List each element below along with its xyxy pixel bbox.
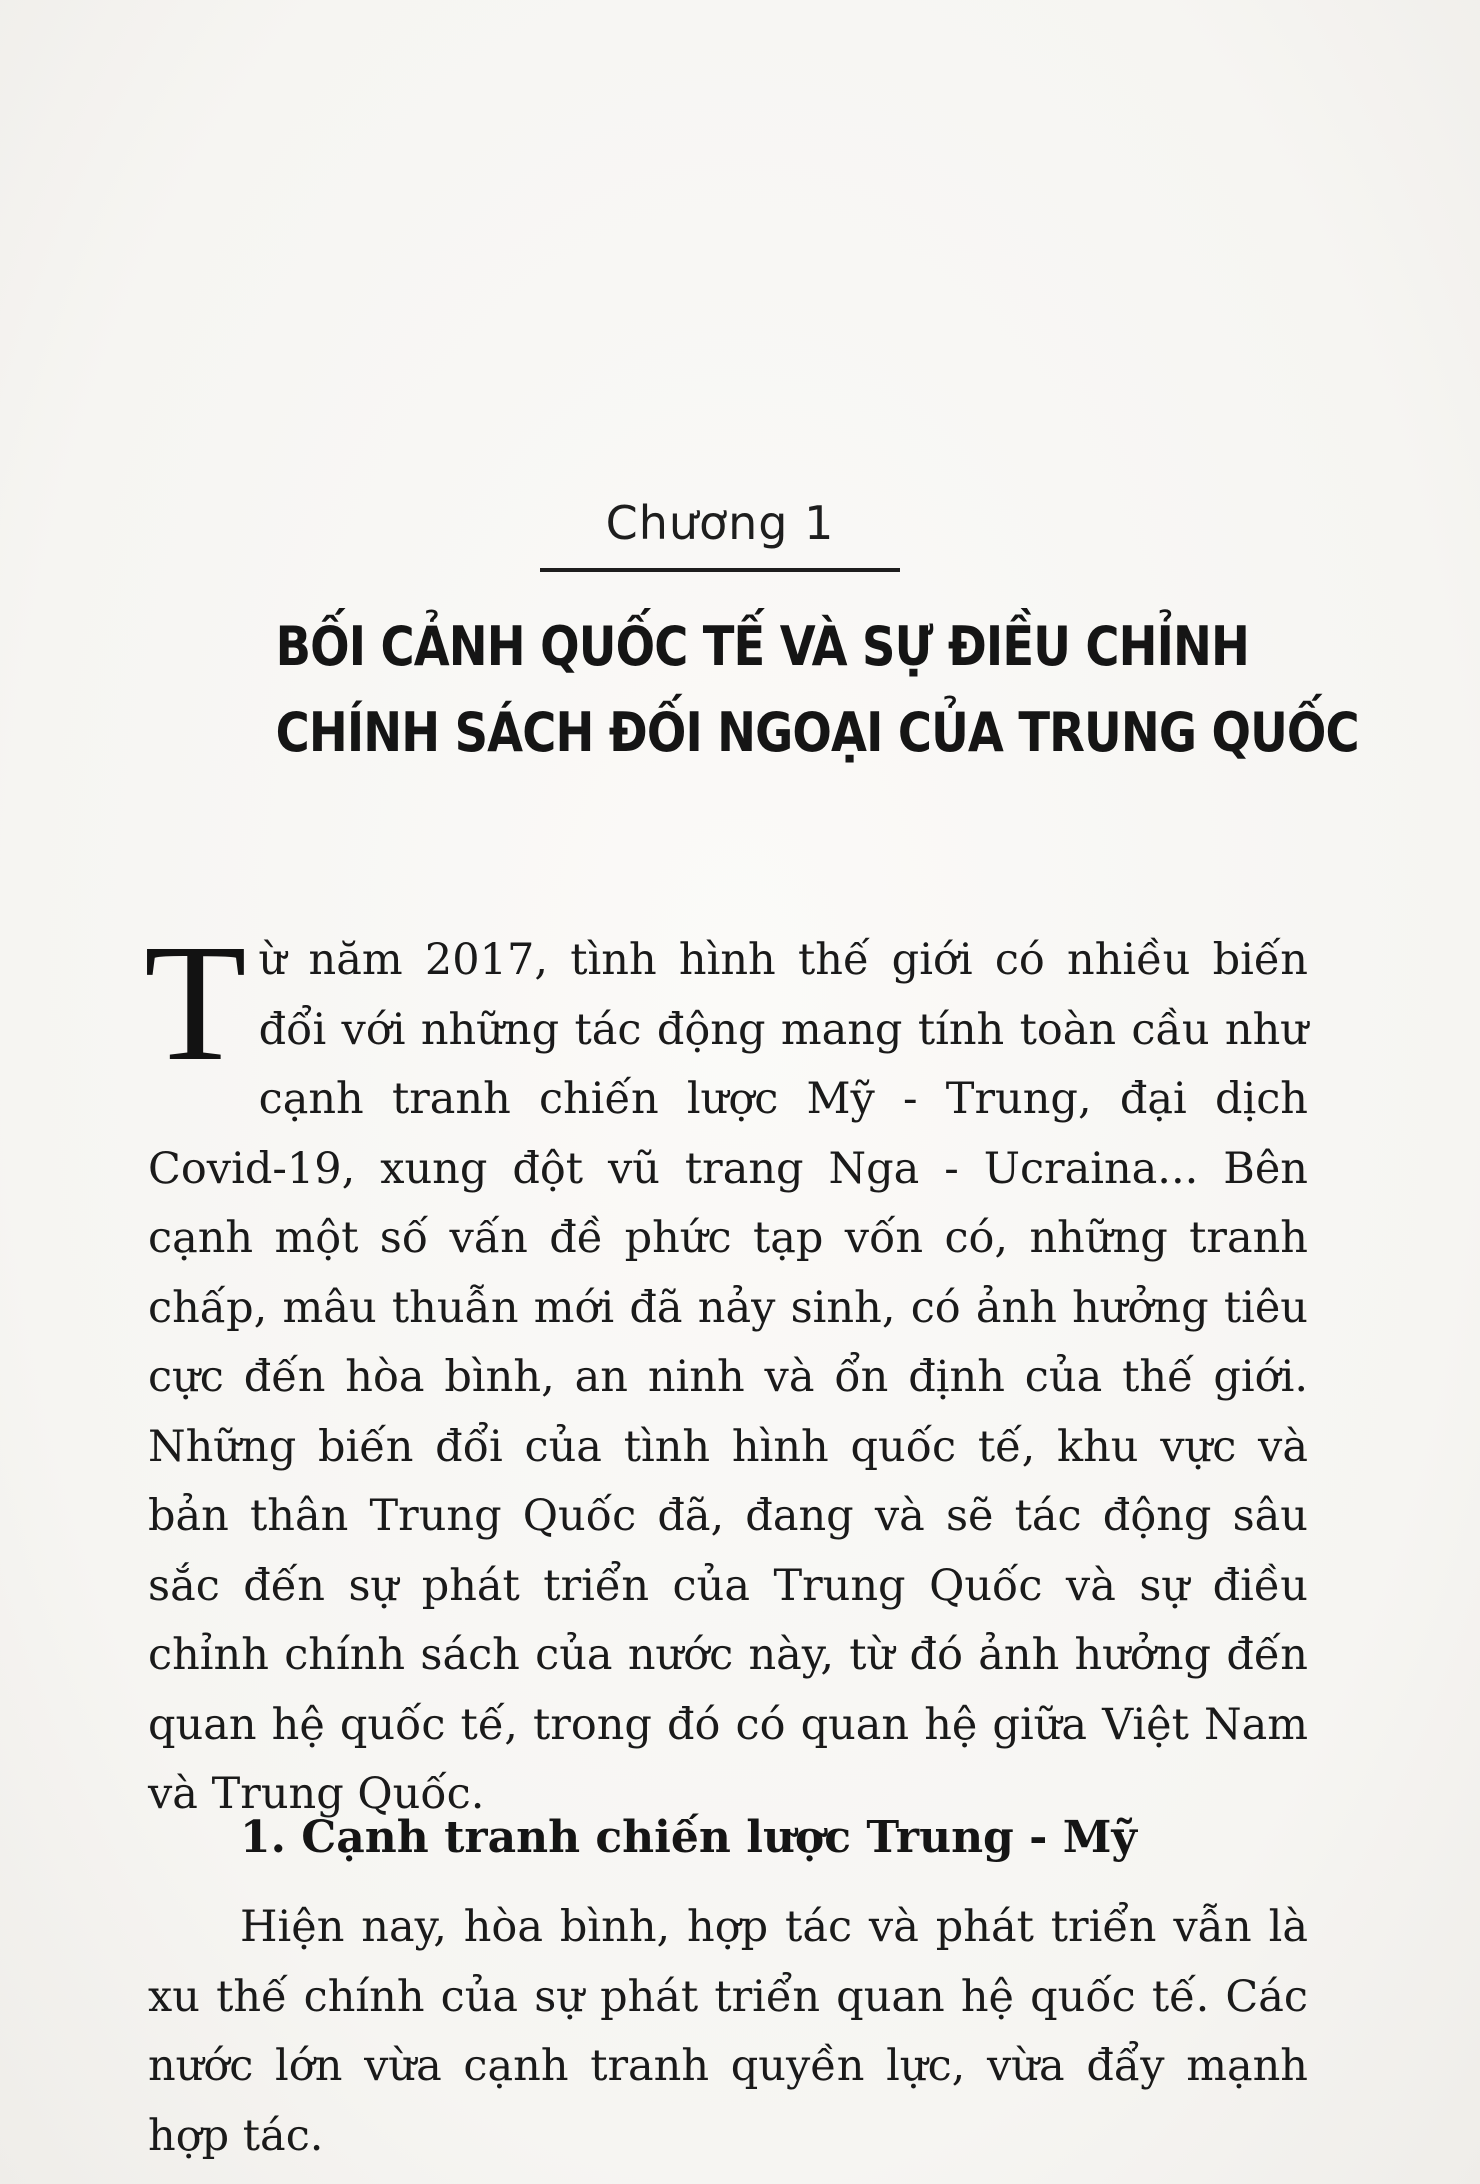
chapter-title-line-1: BỐI CẢNH QUỐC TẾ VÀ SỰ ĐIỀU CHỈNH (275, 615, 1250, 678)
drop-cap: T (144, 910, 247, 1096)
section-heading: 1. Cạnh tranh chiến lược Trung - Mỹ (240, 1812, 1137, 1863)
chapter-divider (540, 568, 900, 572)
intro-paragraph (144, 910, 1308, 1830)
section-paragraph: Hiện nay, hòa bình, hợp tác và phát triển vẫn là xu thế chính của sự phát triển quan hệ quốc tế. Các nước lớn vừa cạnh tranh quyền lực, vừa đẩy mạnh hợp tác. (148, 1902, 1308, 2161)
chapter-title-line-2: CHÍNH SÁCH ĐỐI NGOẠI CỦA TRUNG QUỐC (275, 701, 1359, 764)
chapter-title (275, 604, 1359, 776)
intro-paragraph-text: ừ năm 2017, tình hình thế giới có nhiều biến đổi với những tác động mang tính toàn cầu như cạnh tranh chiến lược Mỹ - Trung, đại dịch Covid-19, xung đột vũ trang Nga - Ucraina... Bên cạnh một số vấn đề phức tạp vốn có, những tranh chấp, mâu thuẫn mới đã nảy sinh, có ảnh hưởng tiêu cực đến hòa bình, an ninh và ổn định của thế giới. Những biến đổi của tình hình quốc tế, khu vực và bản thân Trung Quốc đã, đang và sẽ tác động sâu sắc đến sự phát triển của Trung Quốc và sự điều chỉnh chính sách của nước này, từ đó ảnh hưởng đến quan hệ quốc tế, trong đó có quan hệ giữa Việt Nam và Trung Quốc. (148, 935, 1308, 1819)
chapter-label: Chương 1 (605, 496, 835, 550)
